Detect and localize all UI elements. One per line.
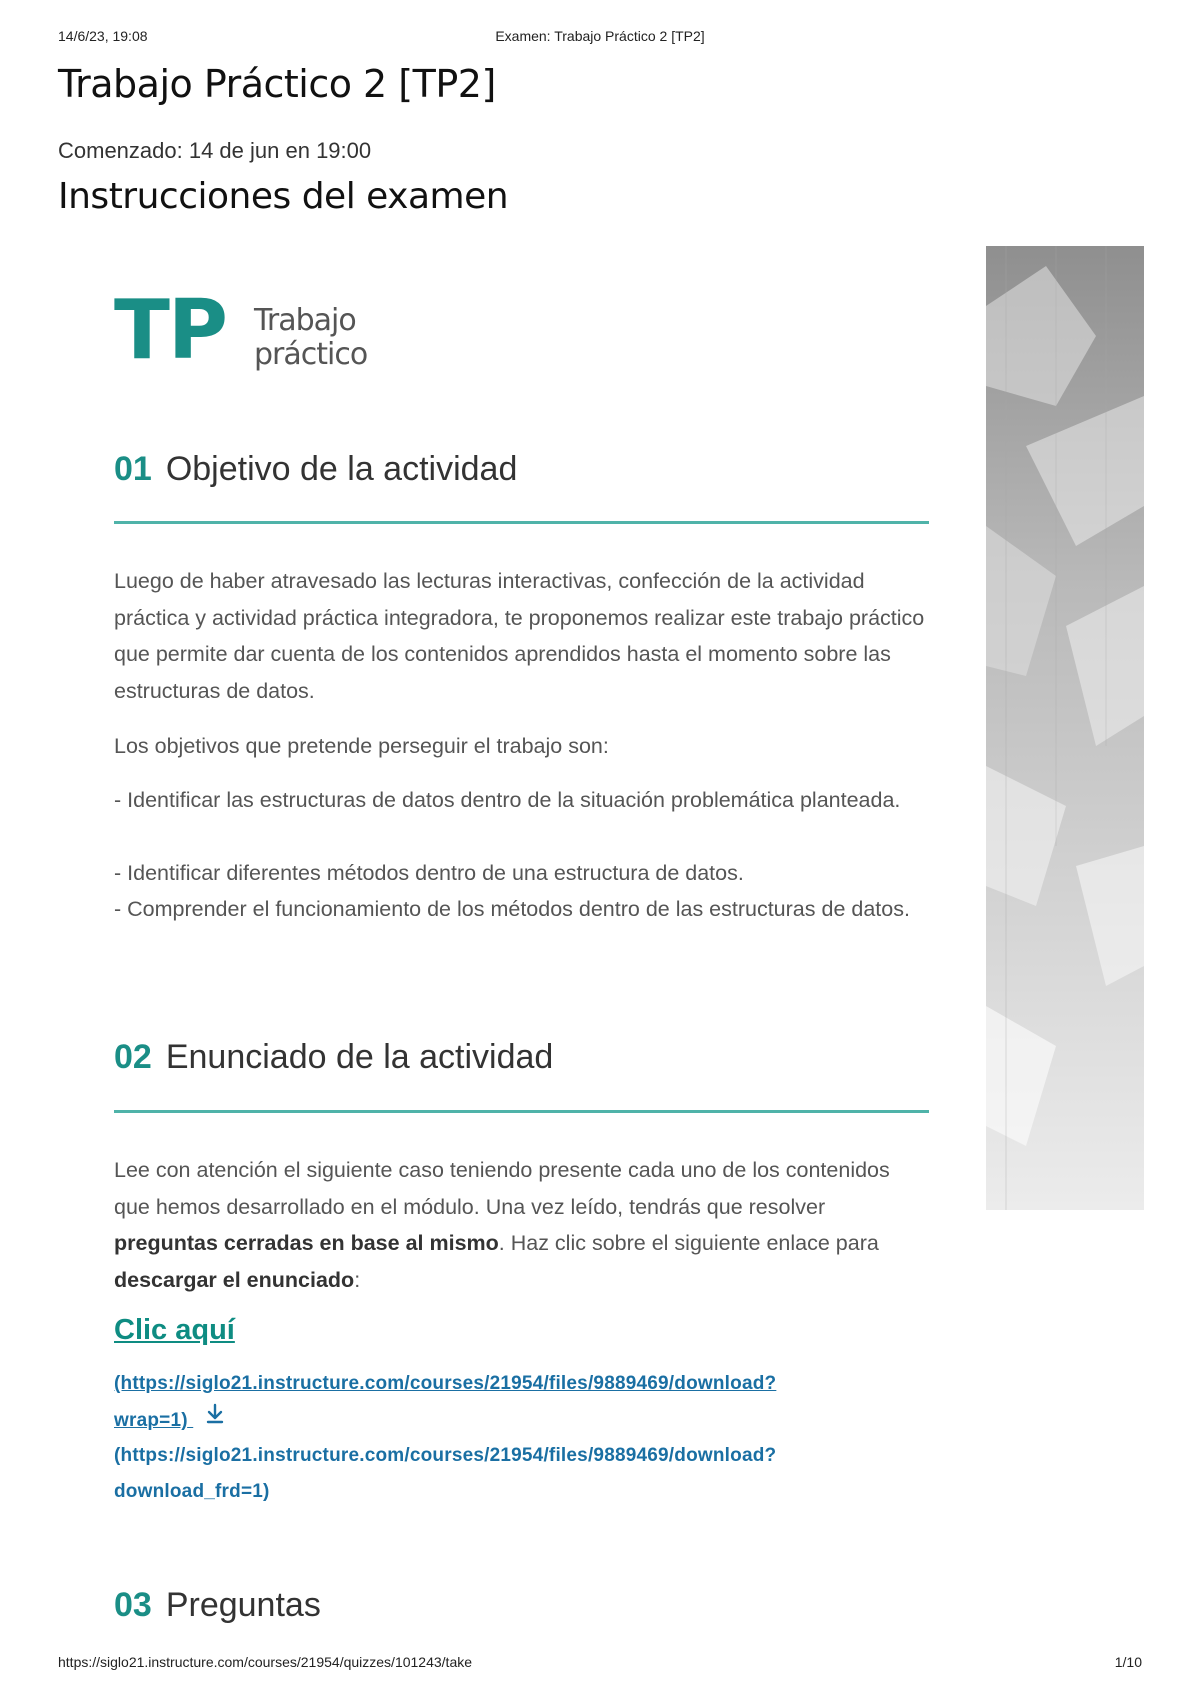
section-title: Preguntas bbox=[165, 1586, 321, 1624]
tp-logo-letters: TP bbox=[114, 283, 227, 378]
link-url-text[interactable]: wrap=1) bbox=[114, 1409, 188, 1431]
link-url-line2[interactable] bbox=[114, 1402, 227, 1440]
tp-logo bbox=[114, 283, 434, 378]
print-datetime: 14/6/23, 19:08 bbox=[58, 28, 148, 44]
tp-logo-word bbox=[254, 304, 367, 372]
download-url-line[interactable]: download_frd=1) bbox=[114, 1481, 270, 1502]
print-footer-url: https://siglo21.instructure.com/courses/21954/quizzes/101243/take bbox=[58, 1654, 473, 1670]
enunciado-text: . Haz clic sobre el siguiente enlace para bbox=[498, 1231, 879, 1255]
section-number: 01 bbox=[114, 450, 152, 488]
link-url-line[interactable]: (https://siglo21.instructure.com/courses/21954/files/9889469/download? bbox=[114, 1373, 777, 1394]
section-number: 03 bbox=[114, 1586, 152, 1624]
enunciado-text: Lee con atención el siguiente caso teniendo presente cada uno de los contenidos que hemos desarrollado en el módulo. Una vez leído, tendrás que resolver bbox=[114, 1158, 890, 1219]
section-heading-preguntas bbox=[114, 1588, 321, 1622]
section-number: 02 bbox=[114, 1038, 152, 1076]
decorative-side-image bbox=[986, 246, 1144, 1210]
clic-aqui-link[interactable]: Clic aquí bbox=[114, 1314, 235, 1346]
objective-item: - Identificar diferentes métodos dentro de una estructura de datos. bbox=[114, 861, 744, 885]
section-title: Enunciado de la actividad bbox=[165, 1038, 554, 1076]
section-divider bbox=[114, 1110, 929, 1113]
enunciado-bold: descargar el enunciado bbox=[114, 1267, 355, 1292]
enunciado-text: : bbox=[354, 1267, 361, 1292]
objective-item: - Identificar las estructuras de datos dentro de la situación problemática planteada. bbox=[114, 788, 901, 812]
print-footer bbox=[58, 1654, 1142, 1670]
page-title: Trabajo Práctico 2 [TP2] bbox=[58, 62, 496, 106]
tp-logo-word-line1: Trabajo bbox=[254, 303, 356, 338]
download-url-line[interactable]: (https://siglo21.instructure.com/courses/21954/files/9889469/download? bbox=[114, 1445, 777, 1466]
objective-item: - Comprender el funcionamiento de los métodos dentro de las estructuras de datos. bbox=[114, 897, 910, 921]
enunciado-paragraph bbox=[114, 1152, 929, 1298]
print-header bbox=[58, 28, 1142, 48]
download-icon[interactable] bbox=[203, 1402, 227, 1440]
objetivo-paragraph: Luego de haber atravesado las lecturas interactivas, confección de la actividad práctica y actividad práctica integradora, te proponemos realizar este trabajo práctico que permite dar cuenta de los contenidos aprendidos hasta el momento sobre las estructuras de datos. bbox=[114, 569, 925, 703]
section-title: Objetivo de la actividad bbox=[165, 450, 518, 488]
enunciado-bold: preguntas cerradas en base al mismo bbox=[114, 1231, 499, 1255]
started-timestamp: Comenzado: 14 de jun en 19:00 bbox=[58, 138, 372, 163]
objetivos-intro: Los objetivos que pretende perseguir el trabajo son: bbox=[114, 734, 609, 758]
print-page-number: 1/10 bbox=[1114, 1654, 1142, 1670]
section-divider bbox=[114, 521, 929, 524]
section-heading-objetivo bbox=[114, 452, 517, 486]
print-document-title: Examen: Trabajo Práctico 2 [TP2] bbox=[495, 28, 705, 44]
tp-logo-word-line2: práctico bbox=[254, 337, 368, 372]
section-heading-enunciado bbox=[114, 1040, 553, 1074]
instructions-heading: Instrucciones del examen bbox=[58, 176, 509, 217]
